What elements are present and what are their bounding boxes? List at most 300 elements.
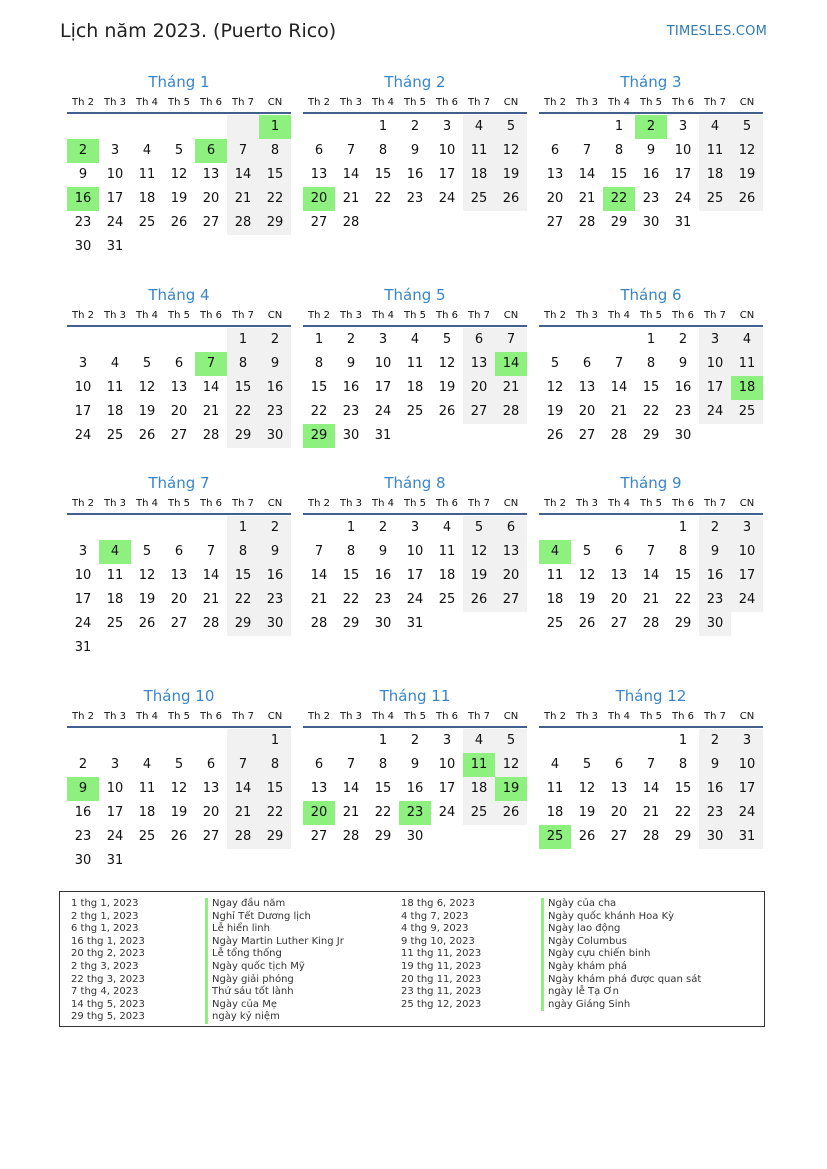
calendar-day: 2 xyxy=(678,332,688,347)
day-grid xyxy=(303,729,527,849)
holiday-day: 6 xyxy=(195,139,227,163)
calendar-day: 27 xyxy=(578,428,596,443)
weekday-header xyxy=(67,709,291,725)
legend-holiday-name: Ngày khám phá xyxy=(541,961,701,974)
month-name: Tháng 2 xyxy=(384,73,446,91)
calendar-day: 5 xyxy=(495,729,527,753)
calendar-day: 17 xyxy=(106,805,124,820)
calendar-day: 19 xyxy=(578,592,596,607)
calendar-day: 19 xyxy=(138,404,156,419)
calendar-day: 22 xyxy=(342,592,360,607)
month-block xyxy=(539,72,763,235)
month-name: Tháng 8 xyxy=(384,474,446,492)
month-block xyxy=(539,285,763,448)
calendar-day: 14 xyxy=(342,167,360,182)
calendar-day: 20 xyxy=(578,404,596,419)
weekday-label: Th 6 xyxy=(200,711,222,722)
calendar-day: 3 xyxy=(410,520,420,535)
holiday-day: 2 xyxy=(635,115,667,139)
weekday-label: Th 2 xyxy=(544,498,566,509)
weekday-header xyxy=(539,95,763,111)
legend-date: 4 thg 9, 2023 xyxy=(401,923,469,935)
calendar-day: 18 xyxy=(463,777,495,801)
empty-day xyxy=(539,729,571,753)
calendar-day: 27 xyxy=(202,215,220,230)
legend-date: 2 thg 1, 2023 xyxy=(71,910,139,922)
day-grid xyxy=(539,328,763,448)
calendar-day: 14 xyxy=(578,167,596,182)
calendar-day: 1 xyxy=(227,516,259,540)
weekday-label: Th 2 xyxy=(308,498,330,509)
calendar-day: 10 xyxy=(106,167,124,182)
legend-date: 7 thg 4, 2023 xyxy=(71,986,139,998)
calendar-day: 29 xyxy=(342,616,360,631)
calendar-day: 11 xyxy=(546,781,564,796)
calendar-day: 10 xyxy=(374,356,392,371)
legend-names-right xyxy=(541,898,701,1011)
weekday-label: Th 7 xyxy=(704,498,726,509)
empty-day xyxy=(571,516,603,540)
calendar-day: 24 xyxy=(438,805,456,820)
legend-holiday-name: Thứ sáu tốt lành xyxy=(205,986,344,999)
calendar-day: 23 xyxy=(642,191,660,206)
calendar-day: 14 xyxy=(202,568,220,583)
day-grid xyxy=(539,729,763,849)
calendar-day: 23 xyxy=(342,404,360,419)
calendar-day: 30 xyxy=(259,612,291,636)
calendar-day: 31 xyxy=(106,239,124,254)
calendar-day: 18 xyxy=(699,163,731,187)
calendar-day: 20 xyxy=(170,404,188,419)
header-rule xyxy=(539,112,763,114)
legend-holiday-name: ngày lễ Tạ Ơn xyxy=(541,986,701,999)
calendar-day: 25 xyxy=(546,616,564,631)
weekday-label: Th 5 xyxy=(168,97,190,108)
weekday-label: Th 4 xyxy=(136,498,158,509)
calendar-day: 21 xyxy=(227,187,259,211)
calendar-day: 14 xyxy=(642,568,660,583)
calendar-day: 4 xyxy=(142,143,152,158)
calendar-day: 18 xyxy=(463,163,495,187)
holiday-day: 22 xyxy=(603,187,635,211)
calendar-day: 24 xyxy=(674,191,692,206)
weekday-header xyxy=(67,308,291,324)
empty-day xyxy=(303,516,335,540)
legend-date: 25 thg 12, 2023 xyxy=(401,998,482,1010)
calendar-day: 15 xyxy=(342,568,360,583)
weekday-label: Th 3 xyxy=(576,310,598,321)
calendar-day: 5 xyxy=(142,544,152,559)
calendar-day: 18 xyxy=(138,191,156,206)
calendar-day: 27 xyxy=(170,616,188,631)
day-grid xyxy=(67,729,291,873)
calendar-day: 18 xyxy=(106,404,124,419)
calendar-day: 17 xyxy=(674,167,692,182)
month-name: Tháng 3 xyxy=(620,73,682,91)
calendar-day: 15 xyxy=(374,167,392,182)
holiday-day: 20 xyxy=(303,187,335,211)
calendar-day: 21 xyxy=(578,191,596,206)
calendar-day: 15 xyxy=(642,380,660,395)
calendar-day: 6 xyxy=(495,516,527,540)
calendar-day: 29 xyxy=(610,215,628,230)
weekday-header xyxy=(67,95,291,111)
calendar-day: 2 xyxy=(410,119,420,134)
calendar-day: 28 xyxy=(610,428,628,443)
calendar-day: 24 xyxy=(374,404,392,419)
calendar-day: 9 xyxy=(410,143,420,158)
weekday-label: Th 4 xyxy=(608,310,630,321)
month-block xyxy=(67,473,291,660)
empty-day xyxy=(195,729,227,753)
calendar-day: 4 xyxy=(699,115,731,139)
legend-holiday-name: Ngày Columbus xyxy=(541,936,701,949)
month-name: Tháng 9 xyxy=(620,474,682,492)
weekday-label: Th 6 xyxy=(672,711,694,722)
weekday-label: Th 7 xyxy=(232,97,254,108)
weekday-header xyxy=(303,496,527,512)
calendar-day: 21 xyxy=(495,376,527,400)
calendar-day: 31 xyxy=(74,640,92,655)
calendar-day: 11 xyxy=(138,167,156,182)
calendar-day: 20 xyxy=(610,805,628,820)
calendar-day: 6 xyxy=(463,328,495,352)
calendar-day: 12 xyxy=(578,568,596,583)
calendar-day: 15 xyxy=(259,163,291,187)
calendar-day: 2 xyxy=(259,328,291,352)
calendar-day: 18 xyxy=(546,805,564,820)
calendar-day: 8 xyxy=(378,757,388,772)
calendar-day: 16 xyxy=(699,564,731,588)
calendar-day: 3 xyxy=(731,729,763,753)
holiday-day: 4 xyxy=(539,540,571,564)
calendar-day: 6 xyxy=(174,356,184,371)
calendar-day: 27 xyxy=(170,428,188,443)
day-grid xyxy=(539,516,763,636)
calendar-day: 3 xyxy=(678,119,688,134)
calendar-day: 29 xyxy=(259,825,291,849)
calendar-day: 5 xyxy=(174,757,184,772)
calendar-day: 28 xyxy=(202,428,220,443)
legend-holiday-name: Ngày của cha xyxy=(541,898,701,911)
holiday-day: 18 xyxy=(731,376,763,400)
legend-holiday-name: Ngày quốc khánh Hoa Kỳ xyxy=(541,911,701,924)
calendar-day: 21 xyxy=(342,805,360,820)
calendar-day: 4 xyxy=(463,729,495,753)
calendar-day: 19 xyxy=(578,805,596,820)
weekday-label: Th 5 xyxy=(168,498,190,509)
calendar-day: 16 xyxy=(374,568,392,583)
calendar-day: 1 xyxy=(314,332,324,347)
month-block xyxy=(303,285,527,448)
calendar-day: 26 xyxy=(138,428,156,443)
calendar-day: 13 xyxy=(170,380,188,395)
calendar-day: 18 xyxy=(546,592,564,607)
calendar-day: 11 xyxy=(106,380,124,395)
empty-day xyxy=(67,516,99,540)
calendar-day: 25 xyxy=(106,428,124,443)
month-block xyxy=(303,686,527,849)
empty-day xyxy=(195,115,227,139)
calendar-day: 7 xyxy=(346,143,356,158)
calendar-day: 9 xyxy=(378,544,388,559)
empty-day xyxy=(571,115,603,139)
weekday-label: Th 5 xyxy=(404,310,426,321)
calendar-day: 22 xyxy=(259,187,291,211)
empty-day xyxy=(303,729,335,753)
empty-day xyxy=(131,328,163,352)
empty-day xyxy=(539,516,571,540)
weekday-label: Th 6 xyxy=(200,310,222,321)
calendar-day: 22 xyxy=(310,404,328,419)
calendar-day: 22 xyxy=(374,805,392,820)
calendar-day: 19 xyxy=(438,380,456,395)
header-rule xyxy=(67,112,291,114)
calendar-day: 16 xyxy=(74,805,92,820)
legend-holiday-name: Nghỉ Tết Dương lịch xyxy=(205,911,344,924)
calendar-day: 6 xyxy=(614,757,624,772)
calendar-day: 2 xyxy=(259,516,291,540)
empty-day xyxy=(303,115,335,139)
weekday-label: Th 6 xyxy=(436,498,458,509)
calendar-day: 3 xyxy=(442,733,452,748)
holiday-day: 9 xyxy=(67,777,99,801)
calendar-day: 9 xyxy=(699,753,731,777)
calendar-day: 12 xyxy=(495,139,527,163)
calendar-day: 4 xyxy=(731,328,763,352)
empty-day xyxy=(131,729,163,753)
calendar-day: 8 xyxy=(259,753,291,777)
calendar-day: 25 xyxy=(731,400,763,424)
month-block xyxy=(67,285,291,448)
calendar-day: 13 xyxy=(495,540,527,564)
empty-day xyxy=(67,328,99,352)
weekday-label: Th 4 xyxy=(372,310,394,321)
calendar-day: 29 xyxy=(227,424,259,448)
calendar-day: 2 xyxy=(699,729,731,753)
holiday-day: 14 xyxy=(495,352,527,376)
calendar-day: 7 xyxy=(614,356,624,371)
calendar-day: 7 xyxy=(646,544,656,559)
header-rule xyxy=(539,726,763,728)
calendar-day: 9 xyxy=(346,356,356,371)
empty-day xyxy=(335,115,367,139)
calendar-day: 22 xyxy=(259,801,291,825)
calendar-day: 23 xyxy=(699,588,731,612)
calendar-day: 19 xyxy=(463,564,495,588)
calendar-day: 30 xyxy=(74,239,92,254)
calendar-day: 2 xyxy=(699,516,731,540)
weekday-label: CN xyxy=(503,711,519,722)
weekday-label: Th 4 xyxy=(136,310,158,321)
calendar-day: 7 xyxy=(227,139,259,163)
calendar-day: 3 xyxy=(110,757,120,772)
weekday-label: Th 3 xyxy=(104,310,126,321)
calendar-day: 6 xyxy=(174,544,184,559)
calendar-day: 5 xyxy=(174,143,184,158)
calendar-day: 9 xyxy=(259,540,291,564)
calendar-day: 17 xyxy=(374,380,392,395)
calendar-day: 22 xyxy=(227,400,259,424)
calendar-day: 28 xyxy=(227,211,259,235)
empty-day xyxy=(603,729,635,753)
calendar-day: 10 xyxy=(106,781,124,796)
weekday-label: Th 5 xyxy=(404,97,426,108)
empty-day xyxy=(195,328,227,352)
empty-day xyxy=(539,328,571,352)
calendar-day: 3 xyxy=(110,143,120,158)
calendar-day: 12 xyxy=(731,139,763,163)
site-link[interactable]: TIMESLES.COM xyxy=(666,24,767,39)
holiday-day: 11 xyxy=(463,753,495,777)
calendar-day: 26 xyxy=(170,829,188,844)
calendar-day: 13 xyxy=(202,781,220,796)
calendar-day: 21 xyxy=(642,805,660,820)
calendar-day: 16 xyxy=(406,781,424,796)
calendar-day: 10 xyxy=(438,757,456,772)
weekday-header xyxy=(539,496,763,512)
calendar-day: 15 xyxy=(310,380,328,395)
calendar-day: 19 xyxy=(138,592,156,607)
weekday-label: Th 4 xyxy=(136,97,158,108)
calendar-day: 25 xyxy=(138,829,156,844)
calendar-day: 13 xyxy=(546,167,564,182)
calendar-day: 4 xyxy=(410,332,420,347)
month-name: Tháng 10 xyxy=(143,687,215,705)
weekday-label: Th 3 xyxy=(340,498,362,509)
calendar-day: 30 xyxy=(406,829,424,844)
weekday-label: Th 5 xyxy=(168,310,190,321)
calendar-day: 8 xyxy=(259,139,291,163)
calendar-day: 4 xyxy=(442,520,452,535)
calendar-day: 5 xyxy=(731,115,763,139)
calendar-day: 4 xyxy=(550,757,560,772)
calendar-day: 8 xyxy=(378,143,388,158)
empty-day xyxy=(195,516,227,540)
weekday-label: Th 7 xyxy=(232,310,254,321)
calendar-day: 21 xyxy=(227,801,259,825)
calendar-day: 2 xyxy=(378,520,388,535)
calendar-day: 1 xyxy=(259,729,291,753)
calendar-day: 13 xyxy=(170,568,188,583)
calendar-day: 2 xyxy=(346,332,356,347)
calendar-day: 16 xyxy=(259,376,291,400)
legend-holiday-name: Ngày cựu chiến binh xyxy=(541,948,701,961)
weekday-label: Th 2 xyxy=(308,97,330,108)
calendar-day: 7 xyxy=(314,544,324,559)
calendar-day: 12 xyxy=(438,356,456,371)
calendar-day: 17 xyxy=(106,191,124,206)
calendar-day: 20 xyxy=(202,191,220,206)
calendar-day: 20 xyxy=(495,564,527,588)
legend-date: 4 thg 7, 2023 xyxy=(401,910,469,922)
weekday-label: CN xyxy=(267,310,283,321)
calendar-day: 24 xyxy=(74,428,92,443)
month-block xyxy=(67,72,291,259)
calendar-day: 7 xyxy=(346,757,356,772)
weekday-label: Th 3 xyxy=(104,711,126,722)
empty-day xyxy=(603,516,635,540)
weekday-label: Th 7 xyxy=(468,310,490,321)
calendar-day: 17 xyxy=(731,777,763,801)
page-title: Lịch năm 2023. (Puerto Rico) xyxy=(60,20,337,42)
weekday-label: Th 6 xyxy=(672,97,694,108)
empty-day xyxy=(335,729,367,753)
weekday-label: Th 5 xyxy=(640,310,662,321)
calendar-day: 31 xyxy=(731,825,763,849)
calendar-day: 10 xyxy=(74,568,92,583)
weekday-label: Th 5 xyxy=(404,498,426,509)
calendar-day: 29 xyxy=(674,829,692,844)
calendar-day: 18 xyxy=(406,380,424,395)
weekday-label: CN xyxy=(503,498,519,509)
calendar-day: 25 xyxy=(106,616,124,631)
calendar-day: 17 xyxy=(438,167,456,182)
day-grid xyxy=(539,115,763,235)
weekday-label: Th 7 xyxy=(704,310,726,321)
calendar-day: 25 xyxy=(138,215,156,230)
calendar-day: 23 xyxy=(374,592,392,607)
empty-day xyxy=(635,729,667,753)
legend-holiday-name: Ngày quốc tịch Mỹ xyxy=(205,961,344,974)
calendar-day: 8 xyxy=(227,540,259,564)
calendar-day: 17 xyxy=(74,404,92,419)
weekday-header xyxy=(303,95,527,111)
calendar-day: 3 xyxy=(442,119,452,134)
weekday-label: Th 2 xyxy=(72,711,94,722)
weekday-label: Th 4 xyxy=(372,711,394,722)
calendar-day: 9 xyxy=(259,352,291,376)
weekday-label: CN xyxy=(739,310,755,321)
calendar-day: 4 xyxy=(142,757,152,772)
month-name: Tháng 12 xyxy=(615,687,687,705)
calendar-day: 7 xyxy=(646,757,656,772)
calendar-day: 25 xyxy=(463,801,495,825)
calendar-day: 21 xyxy=(310,592,328,607)
calendar-day: 27 xyxy=(610,829,628,844)
calendar-day: 14 xyxy=(342,781,360,796)
holiday-day: 4 xyxy=(99,540,131,564)
calendar-day: 29 xyxy=(642,428,660,443)
calendar-day: 5 xyxy=(442,332,452,347)
weekday-label: Th 2 xyxy=(72,310,94,321)
weekday-label: Th 6 xyxy=(436,310,458,321)
calendar-day: 22 xyxy=(674,805,692,820)
calendar-day: 12 xyxy=(495,753,527,777)
weekday-label: Th 3 xyxy=(340,711,362,722)
calendar-day: 10 xyxy=(74,380,92,395)
calendar-day: 11 xyxy=(699,139,731,163)
calendar-day: 20 xyxy=(463,376,495,400)
calendar-day: 13 xyxy=(310,167,328,182)
holiday-day: 25 xyxy=(539,825,571,849)
calendar-day: 11 xyxy=(138,781,156,796)
calendar-day: 24 xyxy=(106,829,124,844)
calendar-day: 13 xyxy=(463,352,495,376)
calendar-day: 1 xyxy=(678,733,688,748)
weekday-label: Th 2 xyxy=(72,498,94,509)
calendar-day: 25 xyxy=(438,592,456,607)
calendar-day: 8 xyxy=(678,757,688,772)
calendar-day: 28 xyxy=(310,616,328,631)
calendar-day: 3 xyxy=(378,332,388,347)
legend-date: 18 thg 6, 2023 xyxy=(401,898,475,909)
calendar-day: 15 xyxy=(674,781,692,796)
legend-holiday-name: Ngay đầu năm xyxy=(205,898,344,911)
month-name: Tháng 4 xyxy=(148,286,210,304)
legend-date: 6 thg 1, 2023 xyxy=(71,923,139,935)
weekday-label: Th 4 xyxy=(136,711,158,722)
